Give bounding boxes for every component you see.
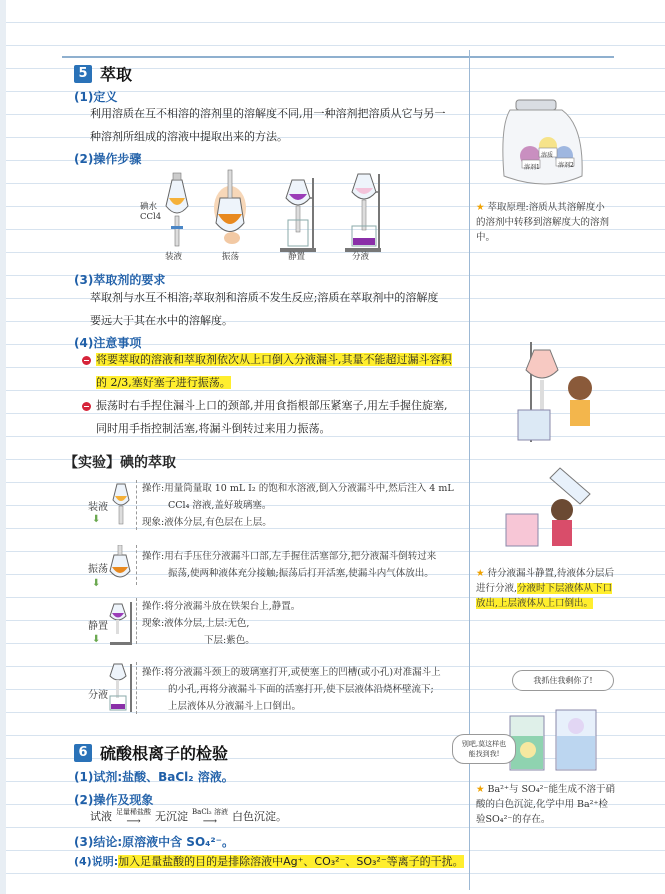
exp-step-label: 振荡 xyxy=(88,564,108,575)
steps-heading: (2)操作步骤 xyxy=(74,152,142,166)
top-rule xyxy=(62,56,614,58)
flow-arrow: 足量稀盐酸 ⟶ xyxy=(116,807,151,827)
star-icon: ★ xyxy=(476,784,485,795)
jar-label: 溶剂2 xyxy=(558,162,574,169)
exp-text-1: 操作:将分液漏斗颈上的玻璃塞打开,或使塞上的凹槽(或小孔)对准漏斗上 xyxy=(142,667,441,678)
beaker-illustration xyxy=(496,696,616,776)
star-icon: ★ xyxy=(476,568,485,579)
definition-line-1: 利用溶质在互不相溶的溶剂里的溶解度不同,用一种溶剂把溶质从它与另一 xyxy=(90,107,446,120)
jar-illustration xyxy=(496,96,596,196)
experiment-title: 【实验】碘的萃取 xyxy=(64,455,176,471)
section-number: 5 xyxy=(74,65,92,83)
barium-note: ★ Ba²⁺与 SO₄²⁻能生成不溶于硝酸的白色沉淀,化学中用 Ba²⁺检验SO₄²⁻的存在。 xyxy=(476,784,615,825)
reagent-line: (1)试剂:盐酸、BaCl₂ 溶液。 xyxy=(74,770,234,784)
exp-text-3: 下层:紫色。 xyxy=(204,635,255,646)
exp-text-2: CCl₄ 溶液,盖好玻璃塞。 xyxy=(168,500,272,511)
row-divider xyxy=(136,662,139,714)
down-arrow-icon: ⬇ xyxy=(92,578,101,589)
notes-heading: (4)注意事项 xyxy=(74,336,142,350)
exp-step-label: 分液 xyxy=(88,690,108,701)
exp-text-2: 的小孔,再将分液漏斗下面的活塞打开,使下层液体沿烧杯壁流下; xyxy=(168,684,434,695)
jar-label: 溶剂1 xyxy=(524,164,540,171)
exp-text-1: 操作:将分液漏斗放在铁架台上,静置。 xyxy=(142,601,301,612)
note-2-line-2: 同时用手指控制活塞,将漏斗倒转过来用力振荡。 xyxy=(96,422,331,435)
principle-note: ★ 萃取原理:溶质从其溶解度小的溶剂中转移到溶解度大的溶剂中。 xyxy=(476,202,610,243)
note-2-line-1: 振荡时右手捏住漏斗上口的颈部,并用食指根部压紧塞子,用左手握住旋塞, xyxy=(82,394,448,417)
pouring-illustration xyxy=(500,464,610,554)
exp-text-3: 现象:液体分层,有色层在上层。 xyxy=(142,517,272,528)
speech-bubble: 别吧,莫这样也能找到我! xyxy=(452,734,516,764)
separation-illustration xyxy=(500,340,610,450)
separation-note: ★ 待分液漏斗静置,待液体分层后进行分液,分液时下层液体从下口放出,上层液体从上口倒出。 xyxy=(476,568,615,609)
requirements-line-2: 要远大于其在水中的溶解度。 xyxy=(90,314,233,327)
conclusion-line: (3)结论:原溶液中含 SO₄²⁻。 xyxy=(74,835,234,849)
step-label: 分液 xyxy=(352,252,370,262)
flow-step: 白色沉淀。 xyxy=(231,810,287,823)
explanation-line: (4)说明:加入足量盐酸的目的是排除溶液中Ag⁺、CO₃²⁻、SO₃²⁻等离子的干扰。 xyxy=(74,855,464,868)
exp-step-label: 静置 xyxy=(88,621,108,632)
exp-text-1: 操作:用右手压住分液漏斗口部,左手握住活塞部分,把分液漏斗倒转过来 xyxy=(142,551,437,562)
note-1-line-2: 的 2/3,塞好塞子进行振荡。 xyxy=(96,376,231,389)
row-divider xyxy=(136,480,139,530)
bullet-icon xyxy=(82,402,91,411)
exp-step-label: 装液 xyxy=(88,502,108,513)
step-label: 静置 xyxy=(288,252,306,262)
side-column-divider xyxy=(469,50,470,890)
shaking-funnel-icon xyxy=(108,545,134,589)
down-arrow-icon: ⬇ xyxy=(92,514,101,525)
jar-label: 溶质 xyxy=(541,152,554,159)
left-margin xyxy=(0,0,6,894)
step-label: 振荡 xyxy=(222,252,240,262)
definition-heading: (1)定义 xyxy=(74,90,118,104)
section-title: 萃取 xyxy=(100,65,133,84)
speech-bubble: 我抓住我剩你了! xyxy=(512,670,614,691)
definition-line-2: 种溶剂所组成的溶液中提取出来的方法。 xyxy=(90,130,288,143)
standing-funnel-icon xyxy=(108,600,134,646)
exp-text-1: 操作:用量筒量取 10 mL I₂ 的饱和水溶液,倒入分液漏斗中,然后注入 4 mL xyxy=(142,483,454,494)
exp-text-3: 上层液体从分液漏斗上口倒出。 xyxy=(168,701,302,712)
step-label: 装液 xyxy=(165,252,183,262)
section-5-heading xyxy=(74,62,132,85)
note-1-line-1: 将要萃取的溶液和萃取剂依次从上口倒入分液漏斗,其量不能超过漏斗容积 xyxy=(82,348,452,371)
requirements-heading: (3)萃取剂的要求 xyxy=(74,273,166,287)
ccl4-label: CCl4 xyxy=(140,212,162,222)
row-divider xyxy=(136,598,139,644)
shaking-funnel-icon xyxy=(214,170,246,244)
flow-step: 无沉淀 xyxy=(155,810,188,823)
requirements-line-1: 萃取剂与水互不相溶;萃取剂和溶质不发生反应;溶质在萃取剂中的溶解度 xyxy=(90,291,439,304)
exp-text-2: 现象:液体分层,上层:无色, xyxy=(142,618,250,629)
section-number: 6 xyxy=(74,744,92,762)
flow-step: 试液 xyxy=(90,810,112,823)
exp-text-2: 振荡,使两种液体充分接触;振荡后打开活塞,使漏斗内气体放出。 xyxy=(168,568,434,579)
iodine-water-label: 碘水 xyxy=(140,202,158,212)
section-title: 硫酸根离子的检验 xyxy=(100,744,229,763)
funnel-icon xyxy=(166,173,188,246)
row-divider xyxy=(136,545,139,585)
separating-funnel-icon xyxy=(108,662,134,714)
down-arrow-icon: ⬇ xyxy=(92,634,101,645)
standing-funnel-icon xyxy=(280,178,316,252)
procedure-flow xyxy=(90,805,287,828)
section-6-heading xyxy=(74,741,228,764)
funnel-icon xyxy=(110,482,132,526)
procedure-heading: (2)操作及现象 xyxy=(74,793,154,807)
star-icon: ★ xyxy=(476,202,485,213)
flow-arrow: BaCl₂ 溶液 ⟶ xyxy=(192,807,228,827)
separating-funnel-icon xyxy=(345,174,381,252)
bullet-icon xyxy=(82,356,91,365)
